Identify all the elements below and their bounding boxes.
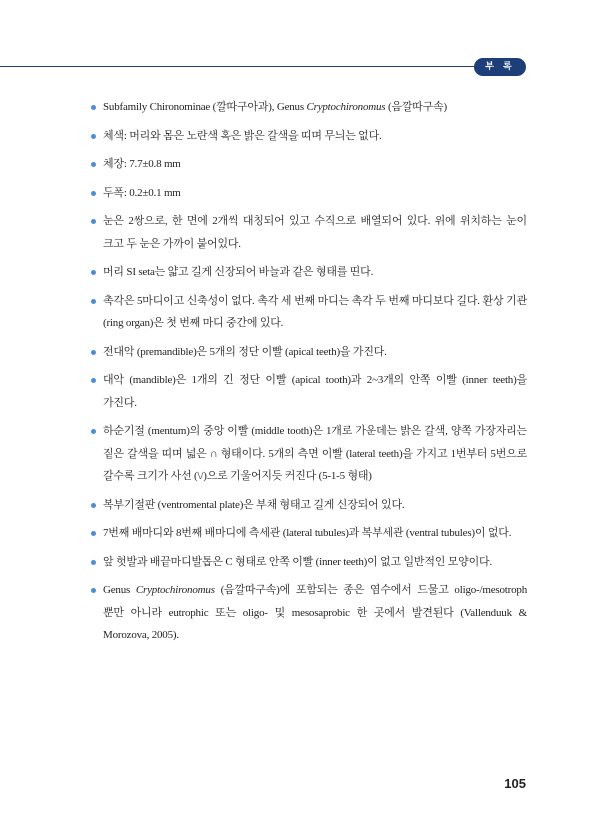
list-item-text [103,210,527,255]
list-item [91,153,527,176]
list-item-text [103,551,527,574]
list-item-text [103,290,527,335]
list-item-text [103,153,527,176]
list-item-text [103,261,527,284]
text-run: 앞 헛발과 배끝마디발톱은 C 형태로 안쪽 이빨 (inner teeth)이 없고 일반적인 모양이다. [103,555,492,568]
section-tab: 부 록 [474,58,526,76]
list-item [91,522,527,545]
page-number: 105 [504,776,526,791]
list-item [91,210,527,255]
bullet-icon [91,134,96,139]
list-item-text [103,420,527,488]
bullet-icon [91,429,96,434]
list-item [91,182,527,205]
list-item-text [103,369,527,414]
list-item [91,261,527,284]
text-run: Genus [103,584,136,596]
text-run: (음깔따구속) [385,101,447,113]
text-run: 체색: 머리와 몸은 노란색 혹은 밝은 갈색을 띠며 무늬는 없다. [103,129,382,142]
list-item-text [103,494,527,517]
text-run: 복부기절판 (ventromental plate)은 부채 형태고 길게 신장되어 있다. [103,498,405,511]
list-item [91,551,527,574]
list-item [91,369,527,414]
list-item-text [103,341,527,364]
text-run: 두폭: 0.2±0.1 mm [103,186,181,199]
text-run: 체장: 7.7±0.8 mm [103,158,181,170]
text-run: 전대악 (premandible)은 5개의 정단 이빨 (apical teeth)을 가진다. [103,345,387,358]
list-item-text [103,96,527,119]
list-item [91,579,527,647]
bullet-icon [91,191,96,196]
bullet-icon [91,503,96,508]
list-item-text [103,182,527,205]
text-run: 눈은 2쌍으로, 한 면에 2개씩 대칭되어 있고 수직으로 배열되어 있다. 위에 위치하는 눈이 크고 두 눈은 가까이 붙어있다. [103,215,527,250]
list-item-text [103,125,527,148]
bullet-icon [91,560,96,565]
text-run: (음깔따구속)에 포함되는 종은 염수에서 드물고 oligo-/mesotroph 뿐만 아니라 eutrophic 또는 oligo- 및 mesosaprobic 한 곳에서 발견된다 (Vallenduuk & Morozova, 2005). [103,584,527,641]
text-run: 7번째 배마디와 8번째 배마디에 측세관 (lateral tubules)과 복부세관 (ventral tubules)이 없다. [103,527,512,539]
list-item [91,420,527,488]
list-item [91,96,527,119]
bullet-icon [91,531,96,536]
text-run: 머리 SI seta는 얇고 길게 신장되어 바늘과 같은 형태를 띤다. [103,266,374,278]
text-run: Subfamily Chironominae (깔따구아과), Genus [103,101,307,113]
bullet-icon [91,270,96,275]
text-run: 대악 (mandible)은 1개의 긴 정단 이빨 (apical tooth)과 2~3개의 안쪽 이빨 (inner teeth)을 가진다. [103,374,527,409]
header-rule [0,66,490,67]
italic-genus-name: Cryptochironomus [135,584,215,596]
body-content [91,96,527,653]
bullet-icon [91,219,96,224]
list-item [91,494,527,517]
list-item [91,125,527,148]
list-item [91,290,527,335]
bullet-icon [91,162,96,167]
bullet-icon [91,588,96,593]
list-item [91,341,527,364]
text-run: 하순기절 (mentum)의 중앙 이빨 (middle tooth)은 1개로 가운데는 밝은 갈색, 양쪽 가장자리는 짙은 갈색을 띠며 넓은 ∩ 형태이다. 5개의 측면 이빨 (lateral teeth)을 가지고 1번부터 5번으로 갈수록 크기가 사선 (\/)으로 기울어지듯 커진다 (5-1-5 형태) [103,425,527,482]
italic-genus-name: Cryptochironomus [306,101,386,113]
list-item-text [103,522,527,545]
bullet-icon [91,105,96,110]
text-run: 촉각은 5마디이고 신축성이 없다. 촉각 세 번째 마디는 촉각 두 번째 마디보다 길다. 환상 기관 (ring organ)은 첫 번째 마디 중간에 있다. [103,294,527,329]
list-item-text [103,579,527,647]
bullet-icon [91,350,96,355]
bullet-icon [91,299,96,304]
bullet-icon [91,378,96,383]
